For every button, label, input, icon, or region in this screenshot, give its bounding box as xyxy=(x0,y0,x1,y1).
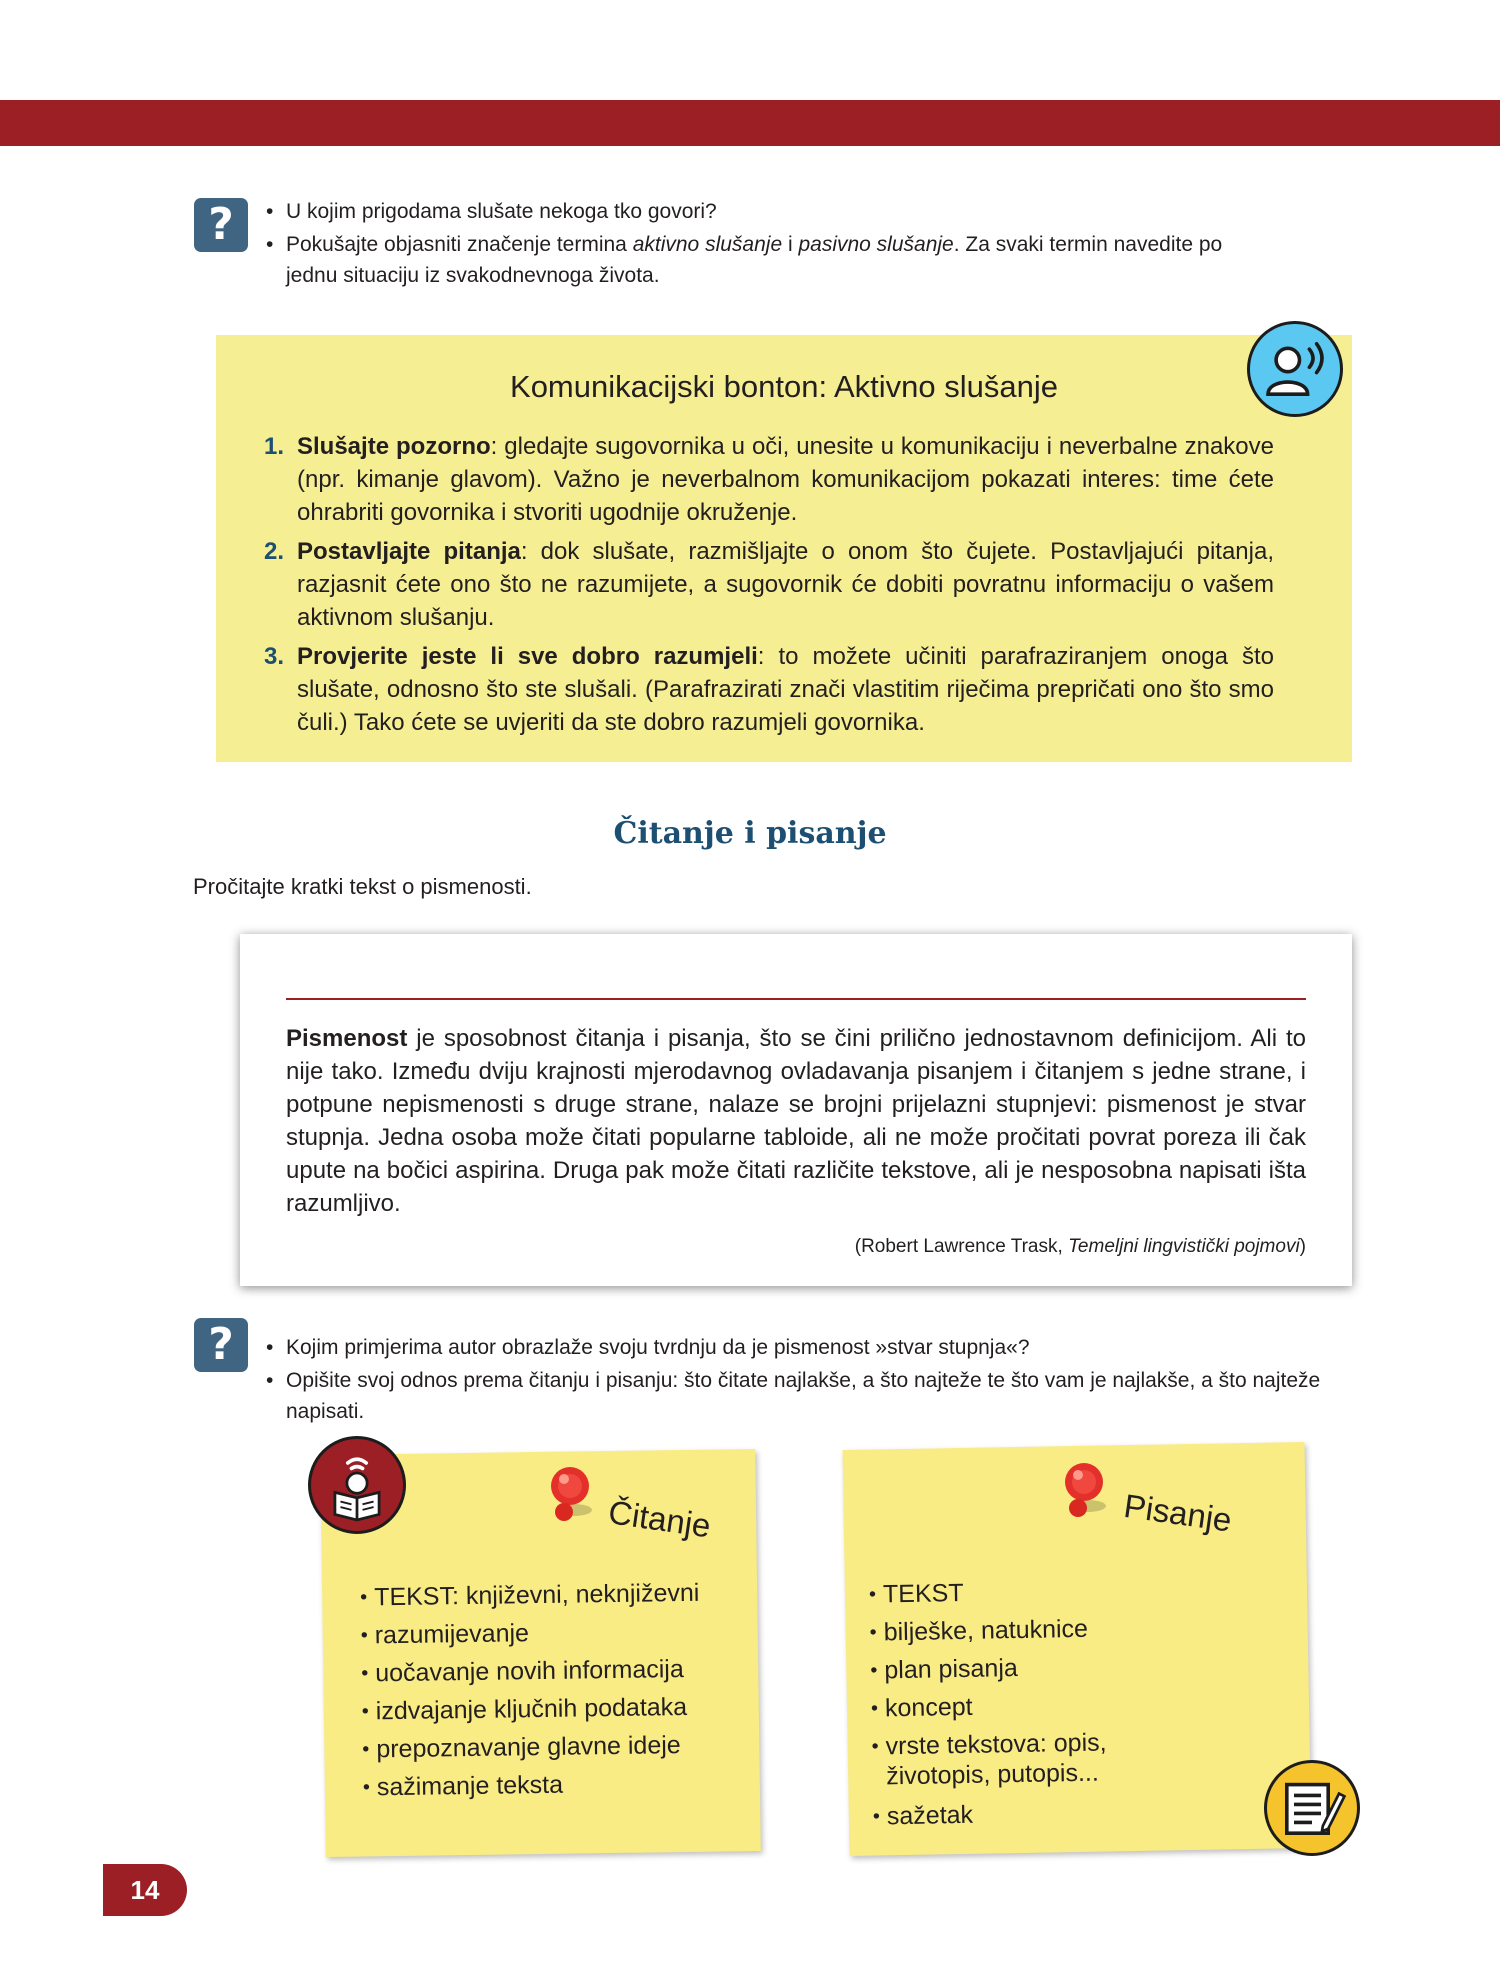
question-text: Pokušajte objasniti značenje termina xyxy=(286,233,633,256)
quote-box xyxy=(240,934,1352,1286)
citation-title: Temeljni lingvistički pojmovi xyxy=(1068,1236,1300,1257)
list-item: • plan pisanja xyxy=(870,1646,1211,1690)
note-title: Čitanje xyxy=(606,1493,714,1545)
list-item: • TEKST: književni, neknjiževni xyxy=(360,1574,700,1617)
item-text: : gledajte sugovornika u oči, unesite u komunikaciju i neverbalne znakove (npr. kimanje glavom). Važno je neverbalnom komunikacijom pokazati interes: time ćete ohrabriti govornika i stvoriti ugodnije okruženje. xyxy=(297,433,1274,526)
list-item: • TEKST xyxy=(869,1570,1210,1614)
writing-notepad-icon xyxy=(1264,1760,1360,1856)
reading-person-icon xyxy=(308,1436,406,1534)
item-text: : dok slušate, razmišljajte o onom što čujete. Postavljajući pitanja, razjasnit ćete ono što ne razumijete, a sugovornik će dobiti povratnu informaciju o vašem aktivnom slušanju. xyxy=(297,538,1274,631)
quote-citation xyxy=(855,1236,1306,1258)
question-mark-icon: ? xyxy=(194,198,248,252)
note-title: Pisanje xyxy=(1121,1486,1234,1539)
reading-list xyxy=(360,1574,702,1807)
etiquette-item xyxy=(264,535,1274,634)
page-number: 14 xyxy=(103,1864,187,1916)
question-list-top xyxy=(266,196,1246,293)
list-item: • sažimanje teksta xyxy=(363,1764,703,1807)
list-item: • sažetak xyxy=(873,1792,1214,1836)
item-number: 3. xyxy=(264,643,285,670)
etiquette-item xyxy=(264,430,1274,529)
section-title: Čitanje i pisanje xyxy=(613,816,887,851)
question-text: Opišite svoj odnos prema čitanju i pisanju: što čitate najlakše, a što najteže te što vam je najlakše, a što najteže napisati. xyxy=(286,1369,1321,1423)
list-item: • bilješke, natuknice xyxy=(869,1608,1210,1652)
citation-author: (Robert Lawrence Trask, xyxy=(854,1236,1069,1257)
etiquette-box-title: Komunikacijski bonton: Aktivno slušanje xyxy=(510,369,1058,404)
question-term: pasivno slušanje xyxy=(798,233,954,256)
etiquette-box xyxy=(216,335,1352,762)
item-number: 1. xyxy=(264,433,285,460)
item-term: Provjerite jeste li sve dobro razumjeli xyxy=(297,643,758,670)
list-item: • koncept xyxy=(871,1684,1212,1728)
header-bar xyxy=(0,100,1500,146)
quote-term: Pismenost xyxy=(286,1025,408,1052)
list-item: • uočavanje novih informacija xyxy=(361,1650,701,1693)
item-term: Postavljajte pitanja xyxy=(297,538,521,565)
section-intro: Pročitajte kratki tekst o pismenosti. xyxy=(193,874,532,899)
question-text: Kojim primjerima autor obrazlaže svoju tvrdnju da je pismenost »stvar stupnja«? xyxy=(286,1336,1030,1359)
question-item xyxy=(266,229,1246,291)
question-item xyxy=(266,1332,1356,1363)
writing-list xyxy=(869,1570,1213,1836)
quote-text xyxy=(286,1022,1306,1220)
question-term: aktivno slušanje xyxy=(632,233,783,256)
quote-body: je sposobnost čitanja i pisanja, što se čini prilično jednostavnom definicijom. Ali to nije tako. Između dviju krajnosti mjerodavnog ovladavanja pisanjem i čitanjem s jedne strane, i potpune nepismenosti s druge strane, nalaze se brojni prijelazni stupnjevi: pismenost je stvar stupnja. Jedna osoba može čitati popularne tabloide, ali ne može pročitati povrat poreza ili čak upute na bočici aspirina. Druga pak može čitati različite tekstove, ali je nesposobna napisati išta razumljivo. xyxy=(286,1025,1306,1217)
listening-person-icon xyxy=(1247,321,1343,417)
question-text: U kojim prigodama slušate nekoga tko govori? xyxy=(286,200,717,223)
item-number: 2. xyxy=(264,538,285,565)
list-item: • prepoznavanje glavne ideje xyxy=(362,1726,702,1769)
question-item xyxy=(266,196,1246,227)
quote-divider xyxy=(286,998,1306,1000)
question-list-bottom xyxy=(266,1332,1356,1429)
list-item: • vrste tekstova: opis, životopis, putopis... xyxy=(871,1726,1212,1792)
item-text: : to možete učiniti parafraziranjem onoga što slušate, odnosno što ste slušali. (Parafrazirati znači vlastitim riječima prepričati ono što smo čuli.) Tako ćete se uvjeriti da ste dobro razumjeli govornika. xyxy=(297,643,1274,736)
question-mark-icon: ? xyxy=(194,1318,248,1372)
question-text: i xyxy=(782,233,799,256)
push-pin-icon xyxy=(1054,1458,1114,1520)
etiquette-list xyxy=(264,430,1274,745)
list-item: • razumijevanje xyxy=(360,1612,700,1655)
list-item: • izdvajanje ključnih podataka xyxy=(362,1688,702,1731)
citation-close: ) xyxy=(1299,1236,1306,1257)
question-item xyxy=(266,1365,1356,1427)
push-pin-icon xyxy=(540,1462,600,1524)
question-text: . Za svaki termin navedite po jednu situaciju iz svakodnevnoga života. xyxy=(286,233,1223,287)
etiquette-item xyxy=(264,640,1274,739)
item-term: Slušajte pozorno xyxy=(297,433,491,460)
